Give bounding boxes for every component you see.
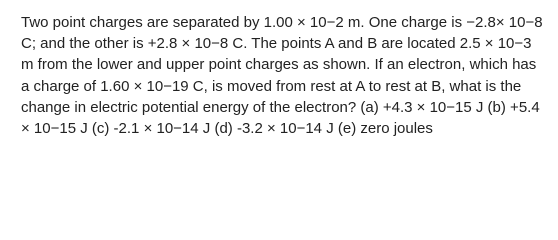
- question-text: Two point charges are separated by 1.00 × 10−2 m. One charge is −2.8× 10−8 C; and the other is +2.8 × 10−8 C. The points A and B are located 2.5 × 10−3 m from the lower and upper point charges as shown. If an electron, which has a charge of 1.60 × 10−19 C, is moved from rest at A to rest at B, what is the change in electric potential energy of the electron? (a) +4.3 × 10−15 J (b) +5.4 × 10−15 J (c) -2.1 × 10−14 J (d) -3.2 × 10−14 J (e) zero joules: [21, 14, 543, 138]
